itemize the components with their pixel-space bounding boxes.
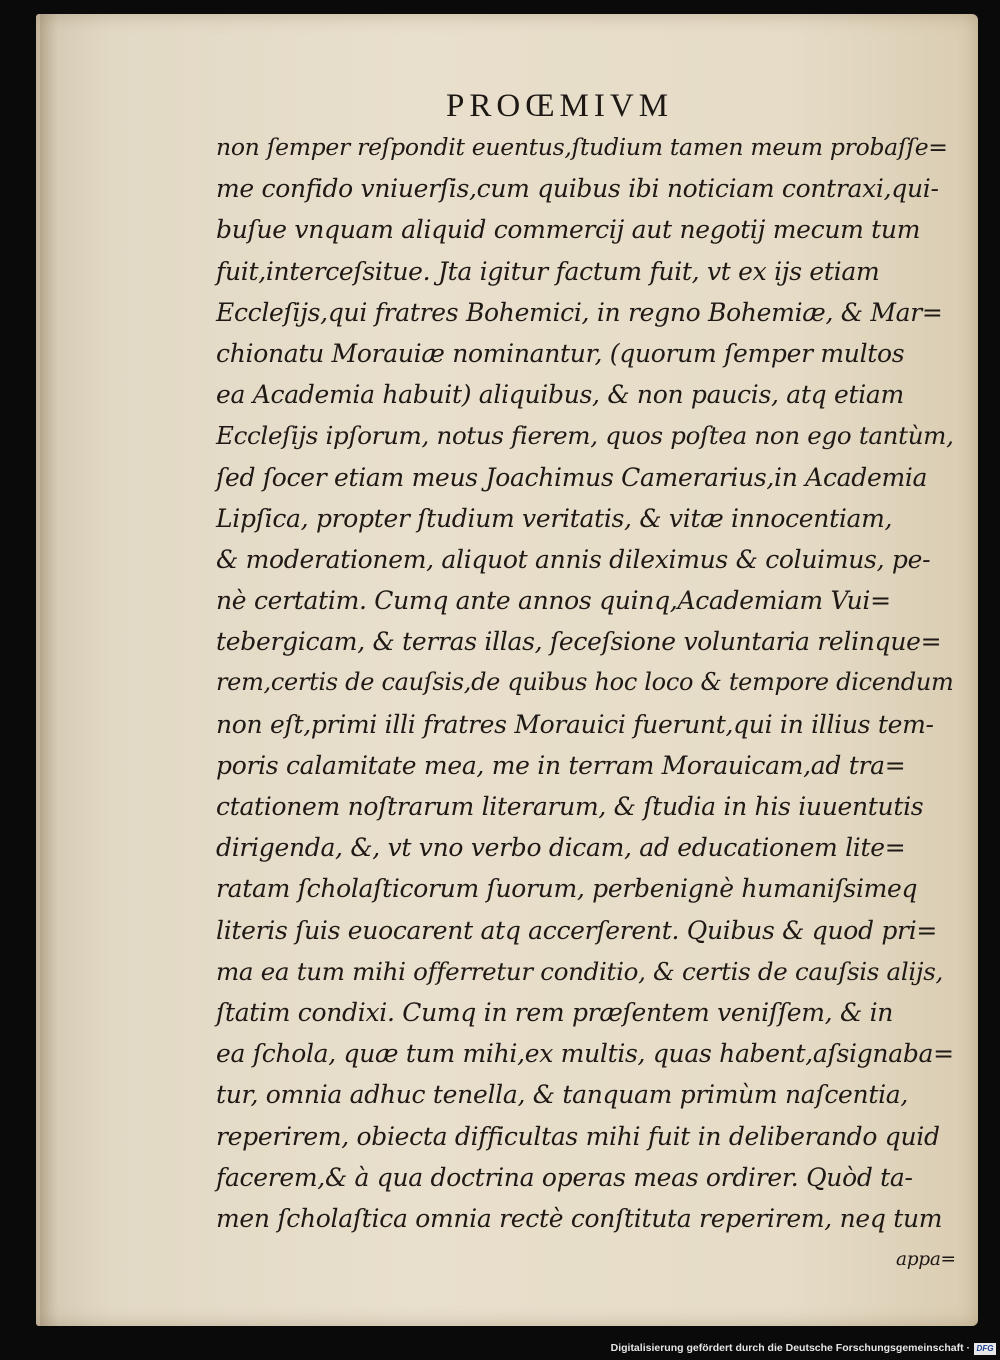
text-line: tur, omnia adhuc tenella, & tanquam primùm naſcentia, (216, 1080, 909, 1110)
text-line: buſue vnquam aliquid commercij aut negotij mecum tum (216, 215, 921, 245)
text-line: ſtatim condixi. Cumq in rem præſentem veniſſem, & in (216, 997, 894, 1027)
running-head: PROŒMIVM (446, 88, 674, 124)
text-line: non ſemper reſpondit euentus,ſtudium tamen meum probaſſe= (216, 133, 948, 161)
text-line: men ſcholaſtica omnia rectè conſtituta reperirem, neq tum (216, 1203, 943, 1233)
text-line: ea Academia habuit) aliquibus, & non paucis, atq etiam (216, 380, 904, 410)
footer-bar (0, 1330, 1000, 1360)
text-line: literis ſuis euocarent atq accerſerent. Quibus & quod pri= (216, 915, 938, 945)
text-line: chionatu Morauiæ nominantur, (quorum ſemper multos (216, 338, 905, 368)
text-line: Lipſica, propter ſtudium veritatis, & vitæ innocentiam, (216, 503, 893, 533)
text-line: dirigenda, &, vt vno verbo dicam, ad educationem lite= (216, 833, 906, 863)
text-line: ctationem noſtrarum literarum, & ſtudia in his iuuentutis (216, 792, 924, 821)
text-line: ſed ſocer etiam meus Joachimus Camerarius,in Academia (216, 462, 928, 492)
text-line: nè certatim. Cumq ante annos quinq,Academiam Vui= (216, 586, 891, 616)
text-line: Eccleſijs ipſorum, notus fierem, quos poſtea non ego tantùm, (216, 421, 954, 451)
text-line: rem,certis de cauſsis,de quibus hoc loco & tempore dicendum (216, 668, 954, 697)
text-line: facerem,& à qua doctrina operas meas ordirer. Quòd ta- (216, 1162, 913, 1192)
text-line: fuit,interceſsitue. Jta igitur factum fuit, vt ex ijs etiam (216, 256, 880, 286)
text-line: ma ea tum mihi offerretur conditio, & certis de cauſsis alijs, (216, 956, 943, 986)
text-line: & moderationem, aliquot annis dileximus & coluimus, pe- (216, 544, 931, 574)
dfg-logo-icon: DFG (974, 1343, 996, 1355)
text-line: reperirem, obiecta difficultas mihi fuit in deliberando quid (216, 1121, 940, 1151)
text-line: ea ſchola, quæ tum mihi,ex multis, quas habent,aſsignaba= (216, 1039, 954, 1069)
catchword: appa= (896, 1249, 956, 1271)
text-line: poris calamitate mea, me in terram Morauicam,ad tra= (216, 750, 906, 780)
digitization-credit: Digitalisierung gefördert durch die Deutsche Forschungsgemeinschaft · (610, 1342, 970, 1354)
text-block (216, 127, 956, 1280)
text-line: tebergicam, & terras illas, ſeceſsione voluntaria relinque= (216, 627, 942, 657)
text-line: Eccleſijs,qui fratres Bohemici, in regno Bohemiæ, & Mar= (216, 297, 943, 327)
text-line: ratam ſcholaſticorum ſuorum, perbenignè humaniſsimeq (216, 874, 918, 904)
text-line: non eſt,primi illi fratres Morauici fuerunt,qui in illius tem- (216, 709, 934, 739)
text-line: me confido vniuerſis,cum quibus ibi noticiam contraxi,qui- (216, 174, 939, 204)
